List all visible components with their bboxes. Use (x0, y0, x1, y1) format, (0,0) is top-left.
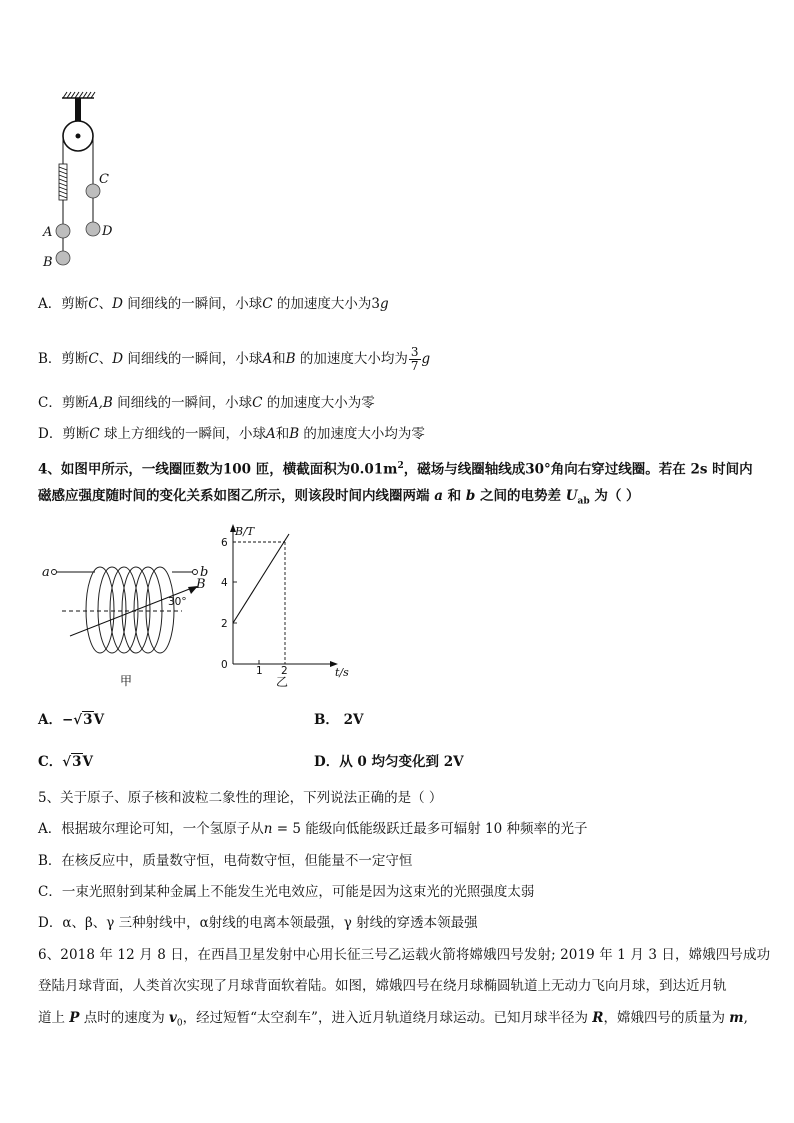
q4-stem-line1: 4、如图甲所示，一线圈匝数为100 匝，横截面积为$0.01m^2$，磁场与线圈轴线成30°角向右穿过线圈。若在 2s 时间内 (38, 461, 753, 478)
q6-line3: 道上 P 点时的速度为 $v_0$，经过短暂“太空刹车”，进入近月轨道绕月球运动。已知月球半径为 R，嫦娥四号的质量为 m, (38, 1010, 748, 1029)
q3-option-d: D．剪断C 球上方细线的一瞬间，小球A和B 的加速度大小均为零 (38, 426, 425, 442)
graph-caption: 乙 (276, 675, 289, 687)
q4-option-c: C．√3V (38, 754, 94, 770)
b-field-label: B (196, 577, 206, 592)
q5-stem: 5、关于原子、原子核和波粒二象性的理论，下列说法正确的是（ ） (38, 790, 443, 806)
label-b: B (43, 255, 53, 270)
q4-option-d: D．从 0 均匀变化到 2V (314, 754, 464, 770)
graph-ylabel: B/T (235, 525, 255, 538)
ytick-6: 6 (221, 537, 228, 549)
label-a: A (43, 225, 53, 240)
q5-option-b: B．在核反应中，质量数守恒，电荷数守恒，但能量不一定守恒 (38, 853, 413, 869)
q4-stem-line2: 磁感应强度随时间的变化关系如图乙所示，则该段时间内线圈两端 a 和 b 之间的电势差 $U_{ab}$ 为（ ） (38, 488, 640, 507)
q6-line1: 6、2018 年 12 月 8 日，在西昌卫星发射中心用长征三号乙运载火箭将嫦娥四号发射; 2019 年 1 月 3 日，嫦娥四号成功 (38, 947, 771, 963)
label-c: C (99, 172, 109, 187)
coil-caption: 甲 (120, 674, 133, 688)
q6-line2: 登陆月球背面，人类首次实现了月球背面软着陆。如图，嫦娥四号在绕月球椭圆轨道上无动力飞向月球，到达近月轨 (38, 978, 727, 994)
pulley-figure (36, 88, 136, 273)
xtick-1: 1 (256, 665, 263, 677)
angle-label: 30° (168, 596, 187, 608)
graph-xlabel: t/s (335, 666, 349, 679)
q5-option-a: A．根据玻尔理论可知，一个氢原子从n = 5 能级向低能级跃迁最多可辐射 10 种频率的光子 (38, 821, 588, 837)
ytick-2: 2 (221, 618, 228, 630)
terminal-a-label: a (42, 565, 50, 580)
q4-option-a: A．−√3V (38, 712, 105, 728)
terminal-b-label: b (200, 565, 209, 580)
fraction-3-7: $\frac{3}{7}$ (410, 345, 419, 373)
ytick-4: 4 (221, 577, 228, 589)
label-d: D (102, 224, 113, 239)
xtick-2: 2 (281, 665, 288, 677)
q4-option-b: B． 2V (314, 712, 364, 728)
q3-option-b: B．剪断C、D 间细线的一瞬间，小球A和B 的加速度大小均为 $\frac{3}{7}$ g (38, 345, 431, 373)
q5-option-d: D．α、β、γ 三种射线中，α射线的电离本领最强，γ 射线的穿透本领最强 (38, 915, 478, 931)
q5-option-c: C．一束光照射到某种金属上不能发生光电效应，可能是因为这束光的光照强度太弱 (38, 884, 535, 900)
xtick-0: 0 (221, 659, 228, 671)
bt-graph (215, 522, 365, 687)
q3-option-c: C．剪断A,B 间细线的一瞬间，小球C 的加速度大小为零 (38, 395, 375, 411)
coil-figure (40, 555, 220, 690)
q3-option-a: A．剪断C、D 间细线的一瞬间，小球C 的加速度大小为3g (38, 296, 389, 312)
